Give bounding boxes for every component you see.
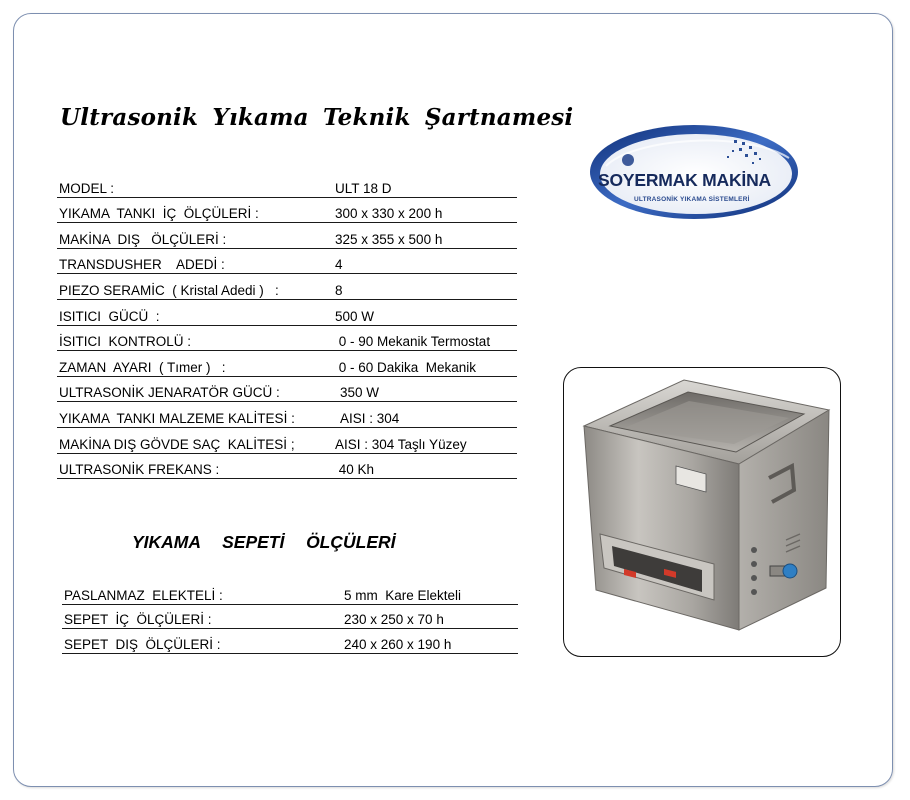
basket-label: PASLANMAZ ELEKTELİ : <box>64 587 223 603</box>
spec-label: YIKAMA TANKI İÇ ÖLÇÜLERİ : <box>59 206 259 222</box>
company-logo <box>584 120 802 224</box>
spec-label: MAKİNA DIŞ ÖLÇÜLERİ : <box>59 231 227 247</box>
basket-label: SEPET DIŞ ÖLÇÜLERİ : <box>64 636 221 652</box>
document-title: Ultrasonik Yıkama Teknik Şartnamesi <box>60 104 574 131</box>
spec-label: MAKİNA DIŞ GÖVDE SAÇ KALİTESİ ; <box>59 436 295 452</box>
spec-row <box>57 172 517 198</box>
spec-label: MODEL : <box>59 180 115 196</box>
spec-row <box>57 428 517 454</box>
ultrasonic-tank-image <box>564 368 841 657</box>
spec-value: AISI : 304 Taşlı Yüzey <box>335 436 467 452</box>
spec-label: PIEZO SERAMİC ( Kristal Adedi ) : <box>59 282 279 298</box>
product-photo <box>563 367 841 657</box>
spec-row <box>57 300 517 326</box>
logo-tagline: ULTRASONİK YIKAMA SİSTEMLERİ <box>634 196 750 203</box>
basket-value: 230 x 250 x 70 h <box>344 612 444 627</box>
basket-value: 240 x 260 x 190 h <box>344 636 452 652</box>
spec-label: ISITICI GÜCÜ : <box>59 308 160 324</box>
spec-value: 4 <box>335 257 343 273</box>
spec-row <box>57 377 517 403</box>
spec-value: 350 W <box>340 385 380 401</box>
spec-value: 40 Kh <box>335 462 375 478</box>
spec-label: İSITICI KONTROLÜ : <box>59 334 192 350</box>
spec-value: 500 W <box>335 308 375 324</box>
basket-label: SEPET İÇ ÖLÇÜLERİ : <box>64 612 212 627</box>
spec-row <box>57 198 517 224</box>
spec-table <box>57 172 517 479</box>
basket-row <box>62 580 518 605</box>
spec-label: YIKAMA TANKI MALZEME KALİTESİ : <box>59 410 295 426</box>
spec-value: ULT 18 D <box>335 180 392 196</box>
spec-value: 0 - 60 Dakika Mekanik <box>335 359 477 375</box>
basket-value: 5 mm Kare Elekteli <box>344 587 462 603</box>
spec-value: 8 <box>335 282 343 298</box>
basket-row <box>62 605 518 630</box>
basket-section-title: YIKAMA SEPETİ ÖLÇÜLERİ <box>132 532 396 552</box>
spec-row <box>57 223 517 249</box>
spec-row <box>57 351 517 377</box>
spec-label: ULTRASONİK FREKANS : <box>59 462 220 478</box>
spec-row <box>57 454 517 480</box>
spec-value: 325 x 355 x 500 h <box>335 231 443 247</box>
logo-name: SOYERMAK MAKİNA <box>598 170 771 190</box>
spec-row <box>57 326 517 352</box>
basket-row <box>62 629 518 654</box>
spec-label: TRANSDUSHER ADEDİ : <box>59 257 225 273</box>
spec-label: ZAMAN AYARI ( Tımer ) : <box>59 359 226 375</box>
basket-table <box>62 580 518 654</box>
spec-value: 300 x 330 x 200 h <box>335 206 443 222</box>
spec-value: AISI : 304 <box>340 410 400 426</box>
spec-row <box>57 274 517 300</box>
spec-row <box>57 402 517 428</box>
spec-value: 0 - 90 Mekanik Termostat <box>335 334 491 350</box>
spec-label: ULTRASONİK JENARATÖR GÜCÜ : <box>59 385 280 401</box>
spec-row <box>57 249 517 275</box>
